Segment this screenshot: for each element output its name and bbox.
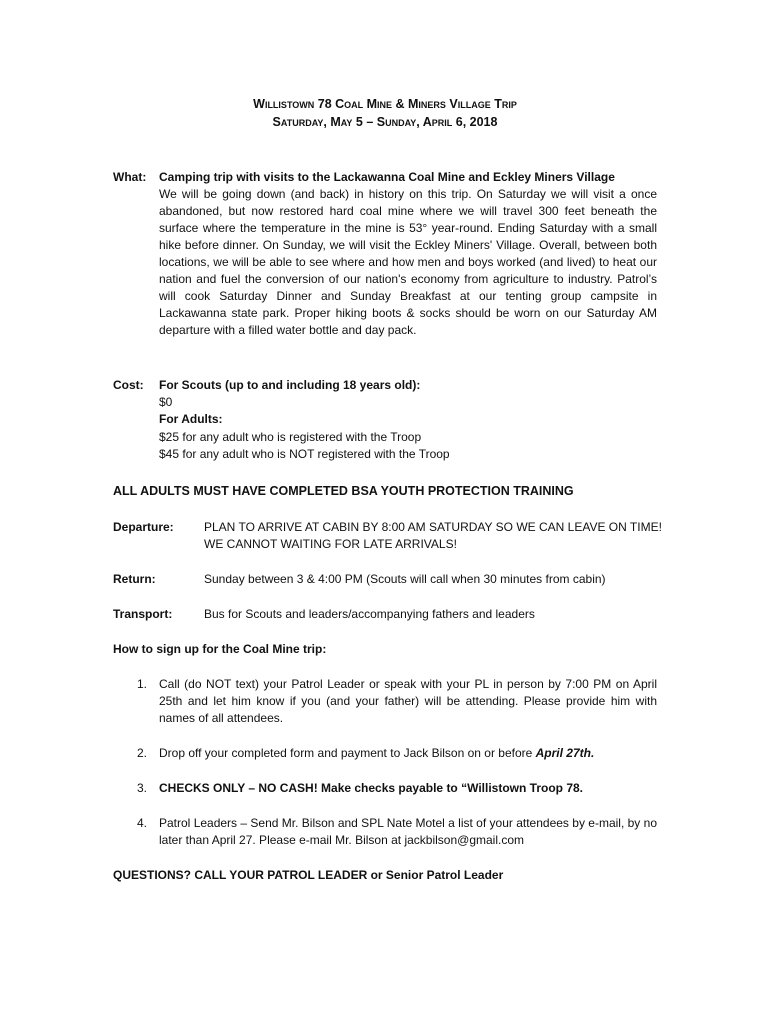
step-number: 1.: [137, 677, 148, 691]
transport-text: Bus for Scouts and leaders/accompanying fathers and leaders: [204, 607, 535, 621]
departure-line1: PLAN TO ARRIVE AT CABIN BY 8:00 AM SATURDAY SO WE CAN LEAVE ON TIME!: [204, 520, 662, 534]
cost-adults-unregistered: $45 for any adult who is NOT registered with the Troop: [159, 447, 450, 461]
ypt-notice: ALL ADULTS MUST HAVE COMPLETED BSA YOUTH PROTECTION TRAINING: [113, 484, 574, 498]
step-2-text: Drop off your completed form and payment to Jack Bilson on or before: [159, 746, 536, 760]
cost-adults-registered: $25 for any adult who is registered with the Troop: [159, 430, 422, 444]
step-number: 4.: [137, 816, 148, 830]
transport-label: Transport:: [113, 607, 173, 621]
step-2-deadline: April 27th.: [535, 746, 595, 760]
questions-line: QUESTIONS? CALL YOUR PATROL LEADER or Senior Patrol Leader: [113, 868, 504, 882]
return-text: Sunday between 3 & 4:00 PM (Scouts will call when 30 minutes from cabin): [204, 572, 606, 586]
step-4-text: Patrol Leaders – Send Mr. Bilson and SPL Nate Motel a list of your attendees by e-mail, by no later than April 27. Please e-mail Mr. Bilson at jackbilson@gmail.com: [159, 816, 657, 847]
departure-line2: WE CANNOT WAITING FOR LATE ARRIVALS!: [204, 537, 457, 551]
document-title: Willistown 78 Coal Mine & Miners Village Trip: [253, 97, 517, 111]
return-label: Return:: [113, 572, 156, 586]
step-number: 2.: [137, 746, 148, 760]
cost-scouts-price: $0: [159, 395, 173, 409]
what-description: We will be going down (and back) in history on this trip. On Saturday we will visit a once abandoned, but now restored hard coal mine where we will travel 300 feet beneath the surface where the temperature in the mine is 53° year-round. Ending Saturday with a small hike before dinner. On Sunday, we will visit the Eckley Miners' Village. Overall, between both locations, we will be able to see where and how men and boys worked (and lived) to heat our nation and fuel the conversion of our nation's economy from agriculture to industry. Patrol’s will cook Saturday Dinner and Sunday Breakfast at our tenting group campsite in Lackawanna state park. Proper hiking boots & socks should be worn on our Saturday AM departure with a filled water bottle and day pack.: [159, 187, 657, 337]
what-heading: Camping trip with visits to the Lackawanna Coal Mine and Eckley Miners Village: [159, 170, 615, 184]
cost-scouts-heading: For Scouts (up to and including 18 years old):: [159, 378, 421, 392]
document-dates: Saturday, May 5 – Sunday, April 6, 2018: [272, 115, 498, 129]
signup-heading: How to sign up for the Coal Mine trip:: [113, 642, 327, 656]
cost-label: Cost:: [113, 378, 144, 392]
step-number: 3.: [137, 781, 148, 795]
what-label: What:: [113, 170, 147, 184]
cost-adults-heading: For Adults:: [159, 412, 223, 426]
step-3-text: CHECKS ONLY – NO CASH! Make checks payable to “Willistown Troop 78.: [159, 781, 583, 795]
departure-label: Departure:: [113, 520, 174, 534]
step-2: [159, 745, 657, 762]
step-1-text: Call (do NOT text) your Patrol Leader or speak with your PL in person by 7:00 PM on April 25th and let him know if you (and your father) will be attending. Please provide him with names of all attendees.: [159, 677, 657, 725]
